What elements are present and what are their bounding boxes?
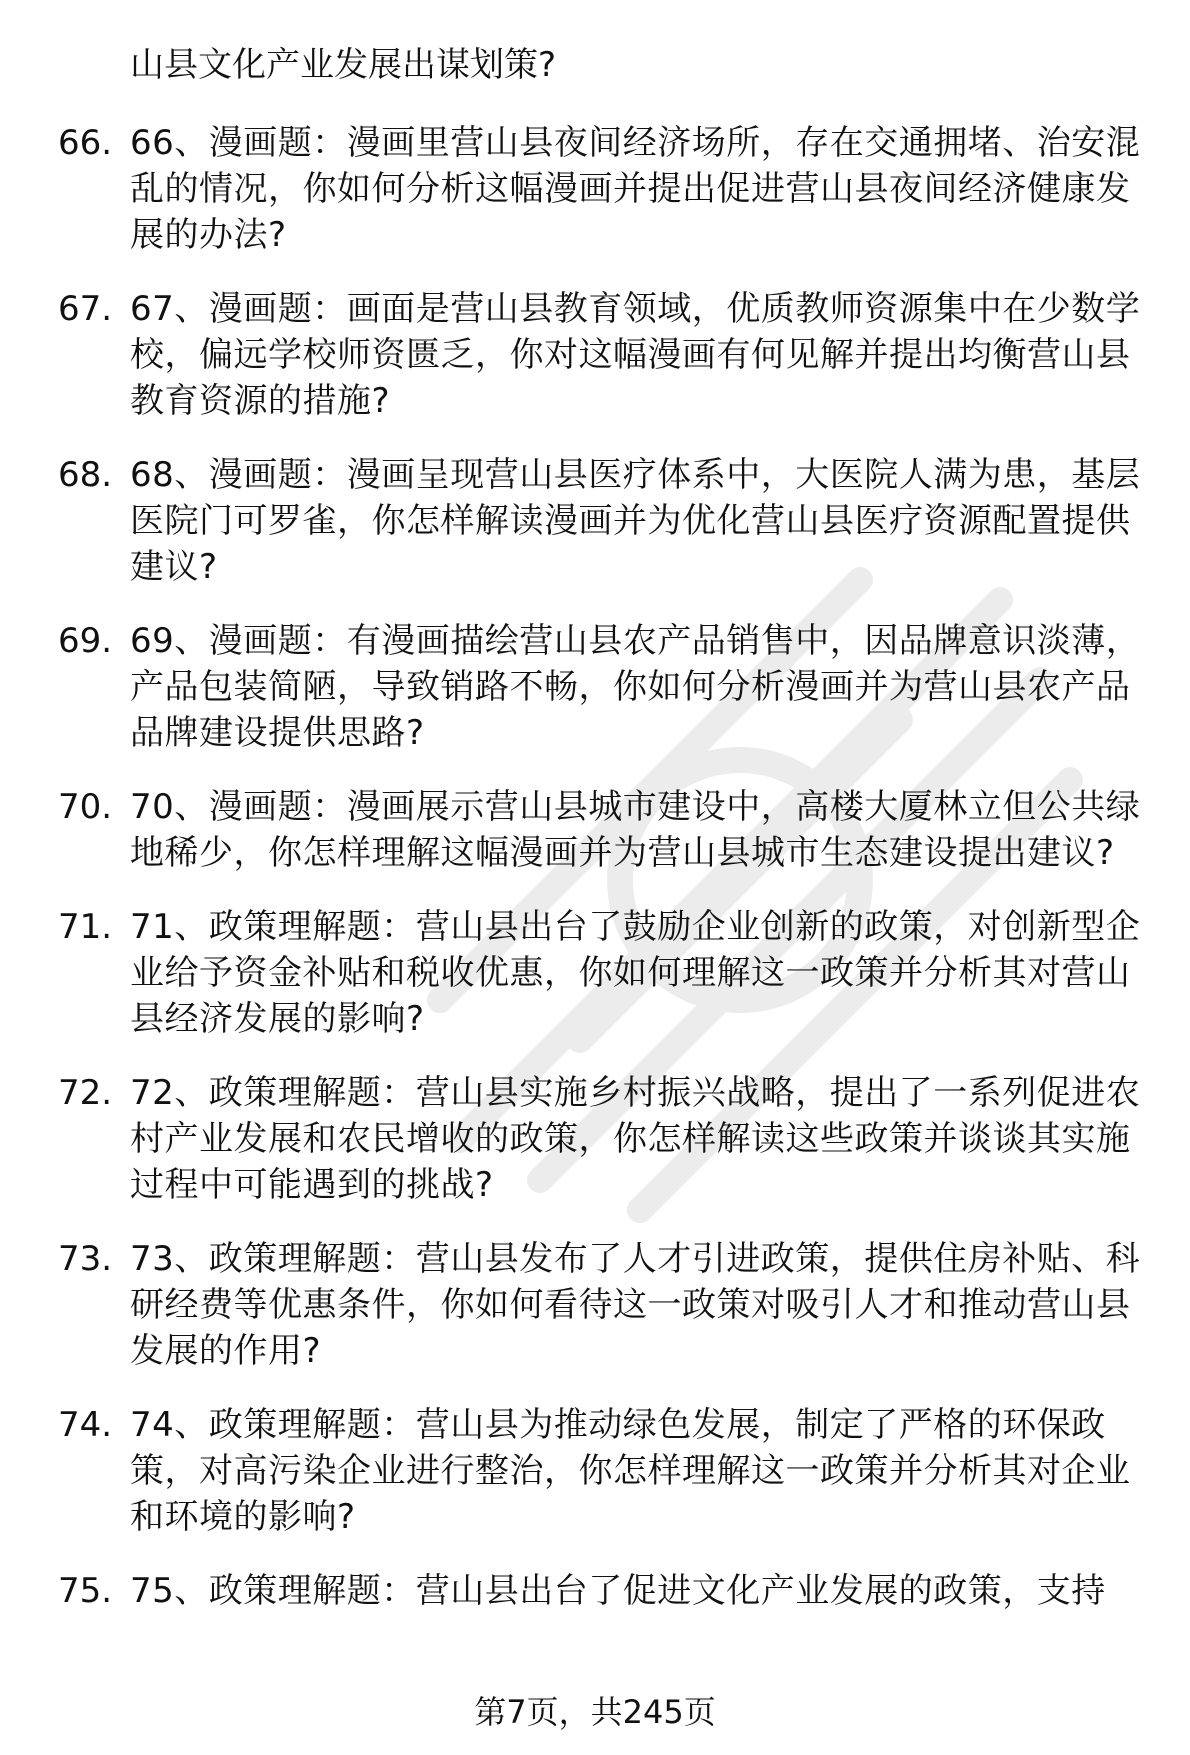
question-item-66 [0,120,1190,258]
question-number: 73. [58,1239,113,1279]
question-item-67 [0,286,1190,424]
question-text: 75、政策理解题：营山县出台了促进文化产业发展的政策，支持 [130,1571,1106,1611]
question-item-71 [0,904,1190,1042]
question-text: 66、漫画题：漫画里营山县夜间经济场所，存在交通拥堵、治安混乱的情况，你如何分析这幅漫画并提出促进营山县夜间经济健康发展的办法? [130,123,1141,255]
question-number: 67. [58,289,113,329]
continuation-text: 山县文化产业发展出谋划策? [130,45,557,85]
question-item-74 [0,1402,1190,1540]
question-number: 68. [58,455,113,495]
question-number: 75. [58,1571,113,1611]
question-text: 68、漫画题：漫画呈现营山县医疗体系中，大医院人满为患，基层医院门可罗雀，你怎样解读漫画并为优化营山县医疗资源配置提供建议? [130,455,1141,587]
question-item-73 [0,1236,1190,1374]
question-text: 70、漫画题：漫画展示营山县城市建设中，高楼大厦林立但公共绿地稀少，你怎样理解这幅漫画并为营山县城市生态建设提出建议? [130,787,1141,873]
question-number: 66. [58,123,113,163]
question-number: 74. [58,1405,113,1445]
page-footer: 第7页，共245页 [474,1693,716,1731]
question-item-69 [0,618,1190,756]
question-item-72 [0,1070,1190,1208]
question-number: 69. [58,621,113,661]
question-text: 69、漫画题：有漫画描绘营山县农产品销售中，因品牌意识淡薄，产品包装简陋，导致销路不畅，你如何分析漫画并为营山县农产品品牌建设提供思路? [130,621,1141,753]
question-text: 71、政策理解题：营山县出台了鼓励企业创新的政策，对创新型企业给予资金补贴和税收优惠，你如何理解这一政策并分析其对营山县经济发展的影响? [130,907,1141,1039]
question-list [0,120,1190,1642]
question-text: 67、漫画题：画面是营山县教育领域，优质教师资源集中在少数学校，偏远学校师资匮乏，你对这幅漫画有何见解并提出均衡营山县教育资源的措施? [130,289,1141,421]
question-text: 74、政策理解题：营山县为推动绿色发展，制定了严格的环保政策，对高污染企业进行整治，你怎样理解这一政策并分析其对企业和环境的影响? [130,1405,1131,1537]
question-item-68 [0,452,1190,590]
question-item-70 [0,784,1190,876]
question-number: 72. [58,1073,113,1113]
question-number: 71. [58,907,113,947]
question-item-75 [0,1568,1190,1614]
question-text: 72、政策理解题：营山县实施乡村振兴战略，提出了一系列促进农村产业发展和农民增收的政策，你怎样解读这些政策并谈谈其实施过程中可能遇到的挑战? [130,1073,1141,1205]
question-number: 70. [58,787,113,827]
question-text: 73、政策理解题：营山县发布了人才引进政策，提供住房补贴、科研经费等优惠条件，你如何看待这一政策对吸引人才和推动营山县发展的作用? [130,1239,1141,1371]
